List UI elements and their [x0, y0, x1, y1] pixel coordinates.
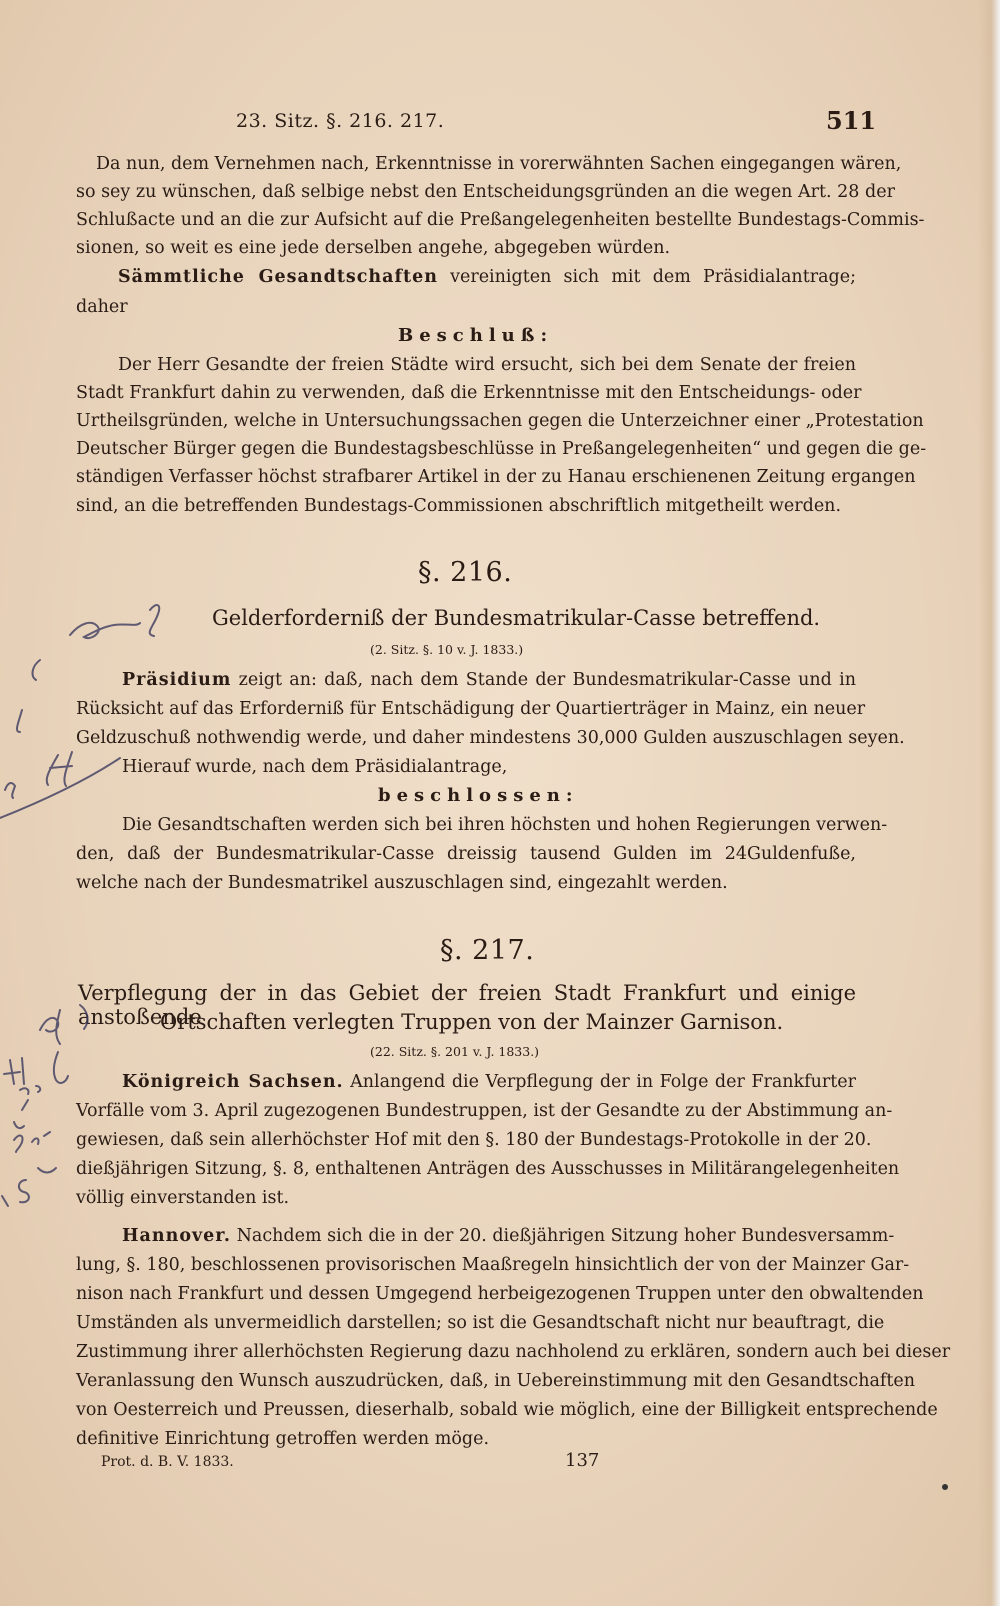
signature-mark: 137	[565, 1450, 600, 1471]
hannover-lead	[122, 1225, 895, 1247]
beschlossen-heading: beschlossen:	[378, 785, 579, 806]
lead-rest: zeigt an: daß, nach dem Stande der Bundesmatrikular-Casse und in	[231, 670, 856, 690]
text-line: Veranlassung den Wunsch auszudrücken, daß, in Uebereinstimmung mit den Gesandtschaften	[76, 1371, 916, 1391]
text-line: Urtheilsgründen, welche in Untersuchungssachen gegen die Unterzeichner einer „Protestation	[76, 411, 924, 431]
section-title-line: Verpflegung der in das Gebiet der freien Stadt Frankfurt und einige anstoßende	[78, 981, 856, 1029]
text-line: dießjährigen Sitzung, §. 8, enthaltenen Anträgen des Ausschusses in Militärangelegenheiten	[76, 1159, 900, 1179]
text-line: nison nach Frankfurt und dessen Umgegend herbeigezogenen Truppen unter den obwaltenden	[76, 1284, 924, 1304]
presidium-lead	[122, 669, 856, 691]
text-line: Deutscher Bürger gegen die Bundestagsbeschlüsse in Preßangelegenheiten“ und gegen die ge-	[76, 439, 927, 459]
lead-rest: Anlangend die Verpflegung der in Folge der Frankfurter	[343, 1072, 856, 1092]
lead-rest: vereinigten sich mit dem Präsidialantrage;	[437, 267, 856, 287]
ink-spot	[942, 1484, 948, 1490]
text-line: Da nun, dem Vernehmen nach, Erkenntnisse in vorerwähnten Sachen eingegangen wären,	[96, 154, 902, 174]
text-line: Hierauf wurde, nach dem Präsidialantrage,	[122, 757, 508, 777]
text-line: den, daß der Bundesmatrikular-Casse dreissig tausend Gulden im 24Guldenfuße,	[76, 844, 856, 864]
text-line: völlig einverstanden ist.	[76, 1188, 290, 1208]
text-line: Die Gesandtschaften werden sich bei ihren höchsten und hohen Regierungen verwen-	[122, 815, 888, 835]
page-edge	[978, 0, 1000, 1606]
text-line: ständigen Verfasser höchst strafbarer Artikel in der zu Hanau erschienenen Zeitung ergangen	[76, 467, 916, 487]
text-line: daher	[76, 297, 128, 317]
text-line: sionen, so weit es eine jede derselben angehe, abgegeben würden.	[76, 238, 671, 258]
text-line: gewiesen, daß sein allerhöchster Hof mit den §. 180 der Bundestags-Protokolle in der 20.	[76, 1130, 872, 1150]
text-line: definitive Einrichtung getroffen werden möge.	[76, 1429, 490, 1449]
margin-annotation-217	[0, 1000, 130, 1240]
lead-bold: Königreich Sachsen.	[122, 1072, 344, 1092]
text-line: Stadt Frankfurt dahin zu verwenden, daß die Erkenntnisse mit den Entscheidungs- oder	[76, 383, 862, 403]
lead-bold: Hannover.	[122, 1226, 232, 1246]
section-reference: (2. Sitz. §. 10 v. J. 1833.)	[370, 642, 524, 657]
section-number: §. 216.	[418, 557, 513, 588]
text-line: lung, §. 180, beschlossenen provisorischen Maaßregeln hinsichtlich der von der Mainzer Gar-	[76, 1255, 910, 1275]
text-line: sind, an die betreffenden Bundestags-Commissionen abschriftlich mitgetheilt werden.	[76, 496, 842, 516]
lead-bold: Präsidium	[122, 670, 232, 690]
text-line: Der Herr Gesandte der freien Städte wird ersucht, sich bei dem Senate der freien	[118, 355, 856, 375]
text-line: Vorfälle vom 3. April zugezogenen Bundestruppen, ist der Gesandte zu der Abstimmung an-	[76, 1101, 893, 1121]
section-number: §. 217.	[440, 935, 535, 966]
page-number: 511	[826, 106, 877, 135]
lead-bold: Sämmtliche Gesandtschaften	[118, 267, 438, 287]
sachsen-lead	[122, 1071, 856, 1093]
beschluss-heading: Beschluß:	[398, 325, 554, 346]
lead-rest: Nachdem sich die in der 20. dießjährigen Sitzung hoher Bundesversamm-	[231, 1226, 895, 1246]
text-line: welche nach der Bundesmatrikel auszuschlagen sind, eingezahlt werden.	[76, 873, 728, 893]
section-title: Gelderforderniß der Bundesmatrikular-Casse betreffend.	[212, 606, 821, 630]
text-line: Geldzuschuß nothwendig werde, und daher mindestens 30,000 Gulden auszuschlagen seyen.	[76, 728, 905, 748]
footer-citation: Prot. d. B. V. 1833.	[101, 1454, 234, 1470]
margin-annotation-216	[0, 590, 220, 830]
text-line: Schlußacte und an die zur Aufsicht auf die Preßangelegenheiten bestellte Bundestags-Commis-	[76, 210, 925, 230]
resolution-lead	[118, 266, 856, 288]
text-line: so sey zu wünschen, daß selbige nebst den Entscheidungsgründen an die wegen Art. 28 der	[76, 182, 895, 202]
running-head: 23. Sitz. §. 216. 217.	[236, 110, 445, 132]
text-line: Umständen als unvermeidlich darstellen; so ist die Gesandtschaft nicht nur beauftragt, die	[76, 1313, 885, 1333]
section-title-line: Ortschaften verlegten Truppen von der Mainzer Garnison.	[160, 1010, 784, 1034]
text-line: Zustimmung ihrer allerhöchsten Regierung dazu nachholend zu erklären, sondern auch bei dieser	[76, 1342, 951, 1362]
text-line: Rücksicht auf das Erforderniß für Entschädigung der Quartierträger in Mainz, ein neuer	[76, 699, 866, 719]
section-reference: (22. Sitz. §. 201 v. J. 1833.)	[370, 1044, 540, 1059]
text-line: von Oesterreich und Preussen, dieserhalb, sobald wie möglich, eine der Billigkeit entsprechende	[76, 1400, 938, 1420]
